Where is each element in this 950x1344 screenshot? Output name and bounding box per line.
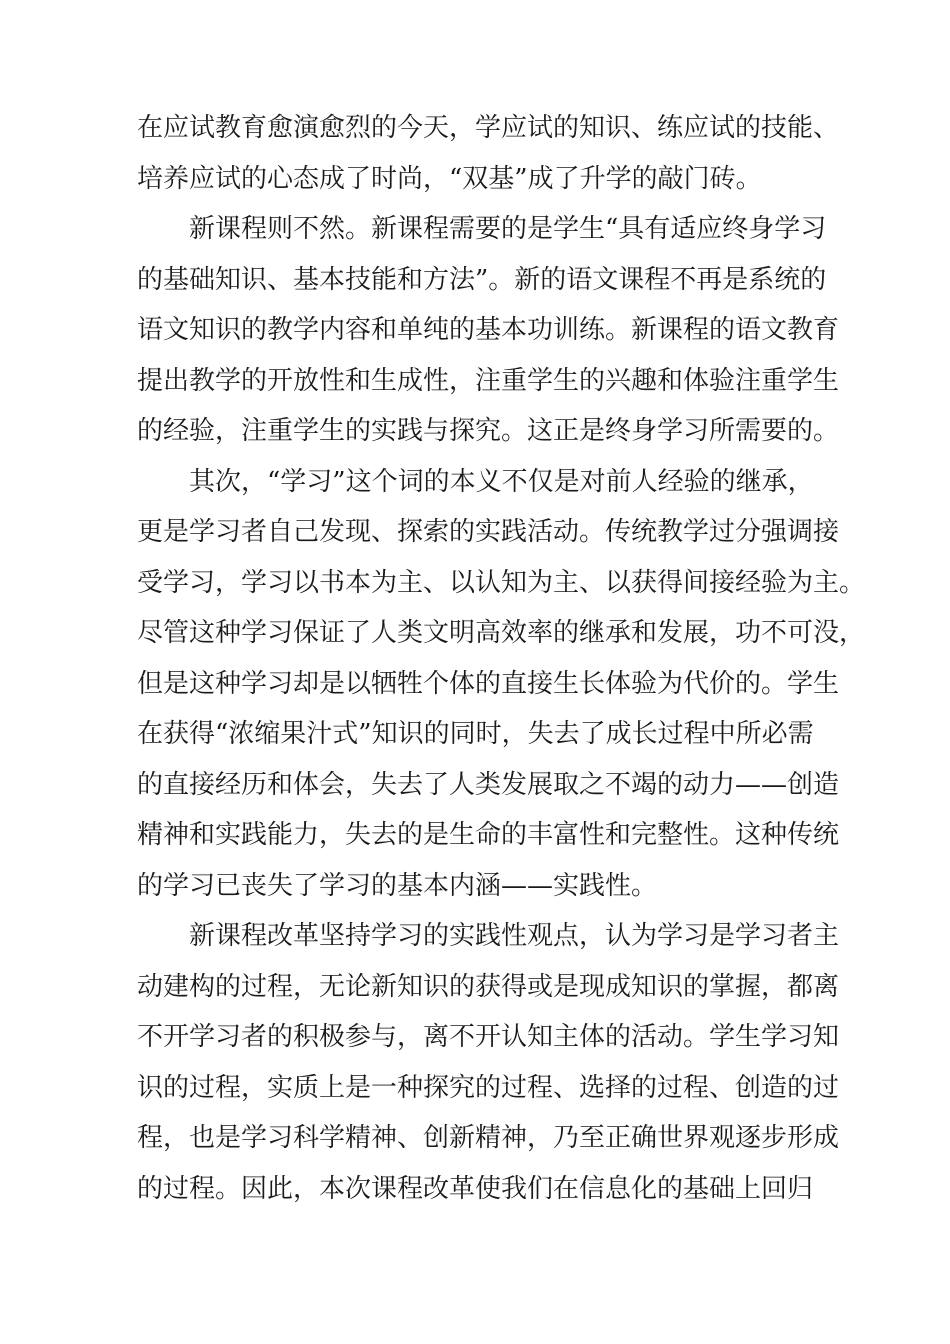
text-line: 程，也是学习科学精神、创新精神，乃至正确世界观逐步形成 bbox=[137, 1123, 840, 1153]
text-line: 的经验，注重学生的实践与探究。这正是终身学习所需要的。 bbox=[137, 416, 840, 446]
paragraph-start-line: 新课程改革坚持学习的实践性观点，认为学习是学习者主 bbox=[189, 921, 840, 951]
text-line: 尽管这种学习保证了人类文明高效率的继承和发展，功不可没， bbox=[137, 618, 866, 648]
text-line: 的直接经历和体会，失去了人类发展取之不竭的动力——创造 bbox=[137, 769, 840, 800]
paragraph-start-line: 其次，“学习”这个词的本义不仅是对前人经验的继承， bbox=[189, 466, 814, 497]
text-line: 精神和实践能力，失去的是生命的丰富性和完整性。这种传统 bbox=[137, 820, 840, 850]
text-line: 语文知识的教学内容和单纯的基本功训练。新课程的语文教育 bbox=[137, 315, 840, 345]
text-line: 动建构的过程，无论新知识的获得或是现成知识的掌握，都离 bbox=[137, 971, 840, 1002]
text-line: 的学习已丧失了学习的基本内涵——实践性。 bbox=[137, 870, 658, 901]
document-body bbox=[137, 103, 866, 1214]
text-line: 识的过程，实质上是一种探究的过程、选择的过程、创造的过 bbox=[137, 1072, 840, 1103]
text-line: 的过程。因此，本次课程改革使我们在信息化的基础上回归 bbox=[137, 1173, 814, 1204]
text-line: 在获得“浓缩果汁式”知识的同时，失去了成长过程中所必需 bbox=[137, 719, 814, 749]
text-line: 提出教学的开放性和生成性，注重学生的兴趣和体验注重学生 bbox=[137, 365, 840, 396]
text-line: 但是这种学习却是以牺牲个体的直接生长体验为代价的。学生 bbox=[137, 668, 840, 699]
text-line: 的基础知识、基本技能和方法”。新的语文课程不再是系统的 bbox=[137, 264, 827, 295]
text-line: 更是学习者自己发现、探索的实践活动。传统教学过分强调接 bbox=[137, 517, 840, 547]
text-line: 培养应试的心态成了时尚，“双基”成了升学的敲门砖。 bbox=[137, 163, 762, 194]
text-line: 受学习，学习以书本为主、以认知为主、以获得间接经验为主。 bbox=[137, 567, 866, 598]
text-line: 不开学习者的积极参与，离不开认知主体的活动。学生学习知 bbox=[137, 1022, 840, 1052]
text-line: 在应试教育愈演愈烈的今天，学应试的知识、练应试的技能、 bbox=[137, 113, 840, 143]
paragraph-start-line: 新课程则不然。新课程需要的是学生“具有适应终身学习 bbox=[189, 214, 827, 244]
